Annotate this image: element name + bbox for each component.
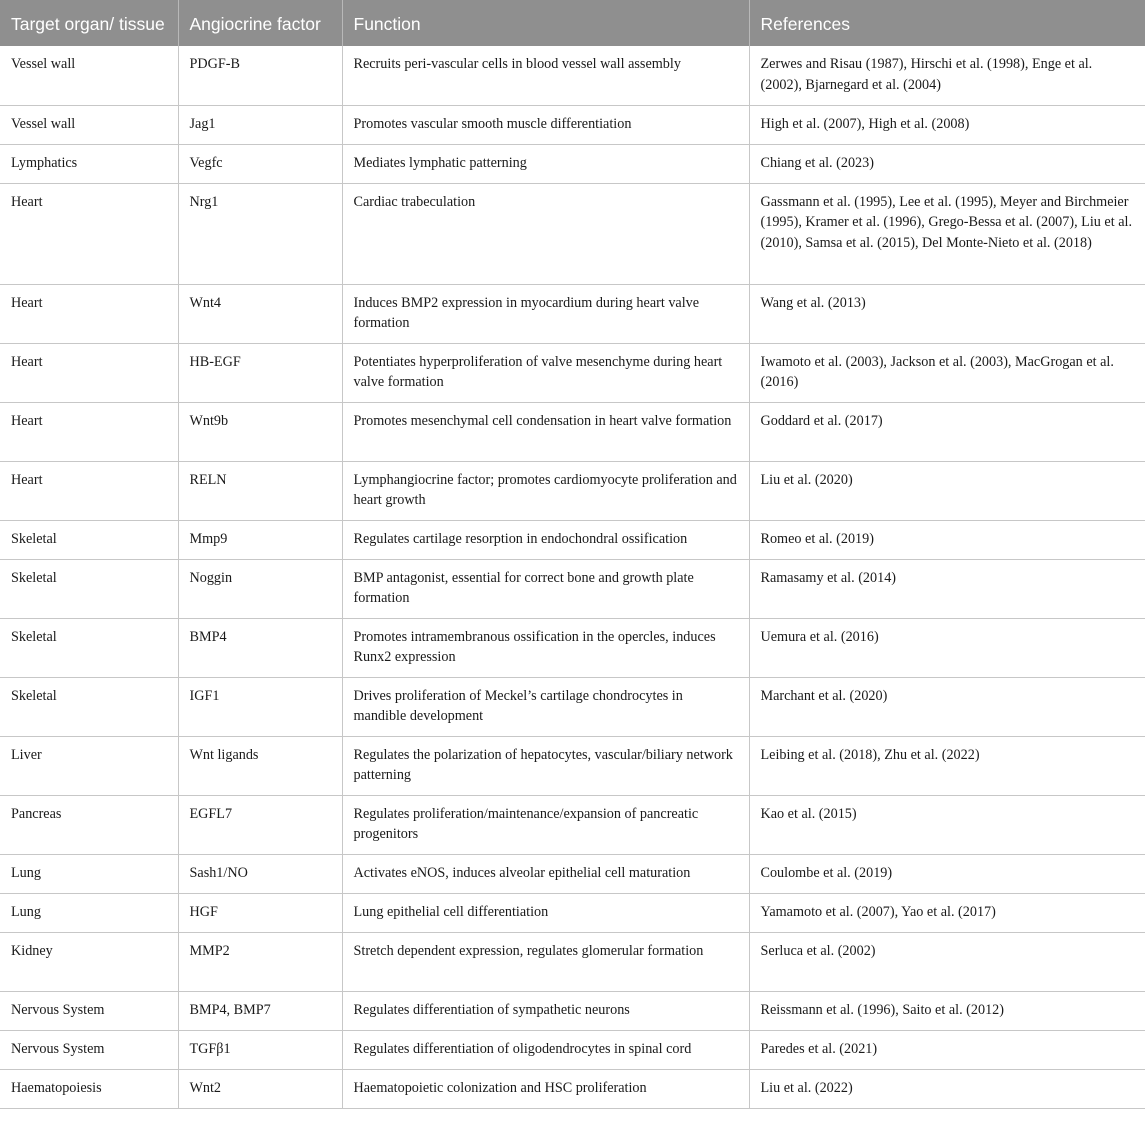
cell-references: Iwamoto et al. (2003), Jackson et al. (2003), MacGrogan et al. (2016) bbox=[749, 343, 1145, 402]
cell-references: High et al. (2007), High et al. (2008) bbox=[749, 105, 1145, 144]
table-row bbox=[0, 144, 1145, 183]
cell-factor: BMP4 bbox=[178, 618, 342, 677]
cell-organ: Skeletal bbox=[0, 559, 178, 618]
cell-organ: Pancreas bbox=[0, 795, 178, 854]
cell-function: Regulates differentiation of sympathetic neurons bbox=[342, 991, 749, 1030]
cell-factor: HB-EGF bbox=[178, 343, 342, 402]
cell-factor: Mmp9 bbox=[178, 520, 342, 559]
cell-factor: Wnt ligands bbox=[178, 736, 342, 795]
cell-factor: Wnt9b bbox=[178, 402, 342, 461]
cell-function: Recruits peri-vascular cells in blood vessel wall assembly bbox=[342, 46, 749, 105]
header-row bbox=[0, 0, 1145, 46]
cell-factor: IGF1 bbox=[178, 677, 342, 736]
cell-references: Coulombe et al. (2019) bbox=[749, 854, 1145, 893]
cell-function: Induces BMP2 expression in myocardium during heart valve formation bbox=[342, 284, 749, 343]
cell-references: Gassmann et al. (1995), Lee et al. (1995), Meyer and Birchmeier (1995), Kramer et al. (1996), Grego-Bessa et al. (2007), Liu et al. (2010), Samsa et al. (2015), Del Monte-Nieto et al. (2018) bbox=[749, 183, 1145, 284]
cell-organ: Lung bbox=[0, 893, 178, 932]
table-row bbox=[0, 343, 1145, 402]
cell-function: Activates eNOS, induces alveolar epithelial cell maturation bbox=[342, 854, 749, 893]
table-row bbox=[0, 991, 1145, 1030]
cell-references: Wang et al. (2013) bbox=[749, 284, 1145, 343]
table-row bbox=[0, 618, 1145, 677]
table-header bbox=[0, 0, 1145, 46]
cell-organ: Lymphatics bbox=[0, 144, 178, 183]
cell-factor: Wnt2 bbox=[178, 1069, 342, 1108]
cell-organ: Lung bbox=[0, 854, 178, 893]
cell-references: Liu et al. (2022) bbox=[749, 1069, 1145, 1108]
cell-factor: RELN bbox=[178, 461, 342, 520]
cell-references: Yamamoto et al. (2007), Yao et al. (2017) bbox=[749, 893, 1145, 932]
header-function: Function bbox=[342, 0, 749, 46]
table-row bbox=[0, 559, 1145, 618]
cell-organ: Heart bbox=[0, 402, 178, 461]
table-row bbox=[0, 520, 1145, 559]
cell-function: Regulates differentiation of oligodendrocytes in spinal cord bbox=[342, 1030, 749, 1069]
cell-function: Regulates cartilage resorption in endochondral ossification bbox=[342, 520, 749, 559]
cell-references: Serluca et al. (2002) bbox=[749, 932, 1145, 991]
cell-references: Chiang et al. (2023) bbox=[749, 144, 1145, 183]
cell-organ: Skeletal bbox=[0, 677, 178, 736]
cell-references: Leibing et al. (2018), Zhu et al. (2022) bbox=[749, 736, 1145, 795]
cell-factor: TGFβ1 bbox=[178, 1030, 342, 1069]
table-row bbox=[0, 461, 1145, 520]
cell-factor: Nrg1 bbox=[178, 183, 342, 284]
cell-organ: Kidney bbox=[0, 932, 178, 991]
table-row bbox=[0, 105, 1145, 144]
cell-references: Romeo et al. (2019) bbox=[749, 520, 1145, 559]
cell-organ: Skeletal bbox=[0, 618, 178, 677]
cell-references: Ramasamy et al. (2014) bbox=[749, 559, 1145, 618]
cell-function: BMP antagonist, essential for correct bone and growth plate formation bbox=[342, 559, 749, 618]
table-row bbox=[0, 736, 1145, 795]
cell-organ: Liver bbox=[0, 736, 178, 795]
cell-references: Paredes et al. (2021) bbox=[749, 1030, 1145, 1069]
table-row bbox=[0, 677, 1145, 736]
cell-function: Promotes mesenchymal cell condensation in heart valve formation bbox=[342, 402, 749, 461]
cell-factor: MMP2 bbox=[178, 932, 342, 991]
header-angiocrine-factor: Angiocrine factor bbox=[178, 0, 342, 46]
table-row bbox=[0, 932, 1145, 991]
cell-organ: Nervous System bbox=[0, 1030, 178, 1069]
cell-factor: Sash1/NO bbox=[178, 854, 342, 893]
cell-references: Uemura et al. (2016) bbox=[749, 618, 1145, 677]
table-row bbox=[0, 1030, 1145, 1069]
cell-references: Marchant et al. (2020) bbox=[749, 677, 1145, 736]
cell-function: Promotes intramembranous ossification in the opercles, induces Runx2 expression bbox=[342, 618, 749, 677]
header-target-organ: Target organ/ tissue bbox=[0, 0, 178, 46]
table-row bbox=[0, 795, 1145, 854]
cell-references: Goddard et al. (2017) bbox=[749, 402, 1145, 461]
header-references: References bbox=[749, 0, 1145, 46]
cell-factor: Noggin bbox=[178, 559, 342, 618]
cell-function: Potentiates hyperproliferation of valve mesenchyme during heart valve formation bbox=[342, 343, 749, 402]
cell-function: Lymphangiocrine factor; promotes cardiomyocyte proliferation and heart growth bbox=[342, 461, 749, 520]
table-row bbox=[0, 1069, 1145, 1108]
cell-function: Cardiac trabeculation bbox=[342, 183, 749, 284]
cell-references: Liu et al. (2020) bbox=[749, 461, 1145, 520]
cell-factor: Jag1 bbox=[178, 105, 342, 144]
cell-function: Lung epithelial cell differentiation bbox=[342, 893, 749, 932]
table-row bbox=[0, 854, 1145, 893]
cell-function: Promotes vascular smooth muscle differentiation bbox=[342, 105, 749, 144]
cell-references: Reissmann et al. (1996), Saito et al. (2012) bbox=[749, 991, 1145, 1030]
cell-factor: PDGF-B bbox=[178, 46, 342, 105]
table-row bbox=[0, 284, 1145, 343]
cell-factor: HGF bbox=[178, 893, 342, 932]
cell-references: Zerwes and Risau (1987), Hirschi et al. (1998), Enge et al. (2002), Bjarnegard et al. (2004) bbox=[749, 46, 1145, 105]
cell-organ: Nervous System bbox=[0, 991, 178, 1030]
cell-factor: EGFL7 bbox=[178, 795, 342, 854]
cell-factor: Wnt4 bbox=[178, 284, 342, 343]
cell-function: Regulates proliferation/maintenance/expansion of pancreatic progenitors bbox=[342, 795, 749, 854]
cell-organ: Heart bbox=[0, 183, 178, 284]
cell-references: Kao et al. (2015) bbox=[749, 795, 1145, 854]
cell-organ: Vessel wall bbox=[0, 46, 178, 105]
cell-organ: Skeletal bbox=[0, 520, 178, 559]
cell-factor: BMP4, BMP7 bbox=[178, 991, 342, 1030]
table-row bbox=[0, 46, 1145, 105]
cell-function: Haematopoietic colonization and HSC proliferation bbox=[342, 1069, 749, 1108]
cell-factor: Vegfc bbox=[178, 144, 342, 183]
table-row bbox=[0, 183, 1145, 284]
table-row bbox=[0, 893, 1145, 932]
cell-organ: Heart bbox=[0, 284, 178, 343]
cell-organ: Haematopoiesis bbox=[0, 1069, 178, 1108]
cell-function: Regulates the polarization of hepatocytes, vascular/biliary network patterning bbox=[342, 736, 749, 795]
cell-organ: Heart bbox=[0, 343, 178, 402]
cell-function: Stretch dependent expression, regulates glomerular formation bbox=[342, 932, 749, 991]
cell-organ: Heart bbox=[0, 461, 178, 520]
cell-function: Mediates lymphatic patterning bbox=[342, 144, 749, 183]
cell-organ: Vessel wall bbox=[0, 105, 178, 144]
table-row bbox=[0, 402, 1145, 461]
cell-function: Drives proliferation of Meckel’s cartilage chondrocytes in mandible development bbox=[342, 677, 749, 736]
table-body bbox=[0, 46, 1145, 1108]
